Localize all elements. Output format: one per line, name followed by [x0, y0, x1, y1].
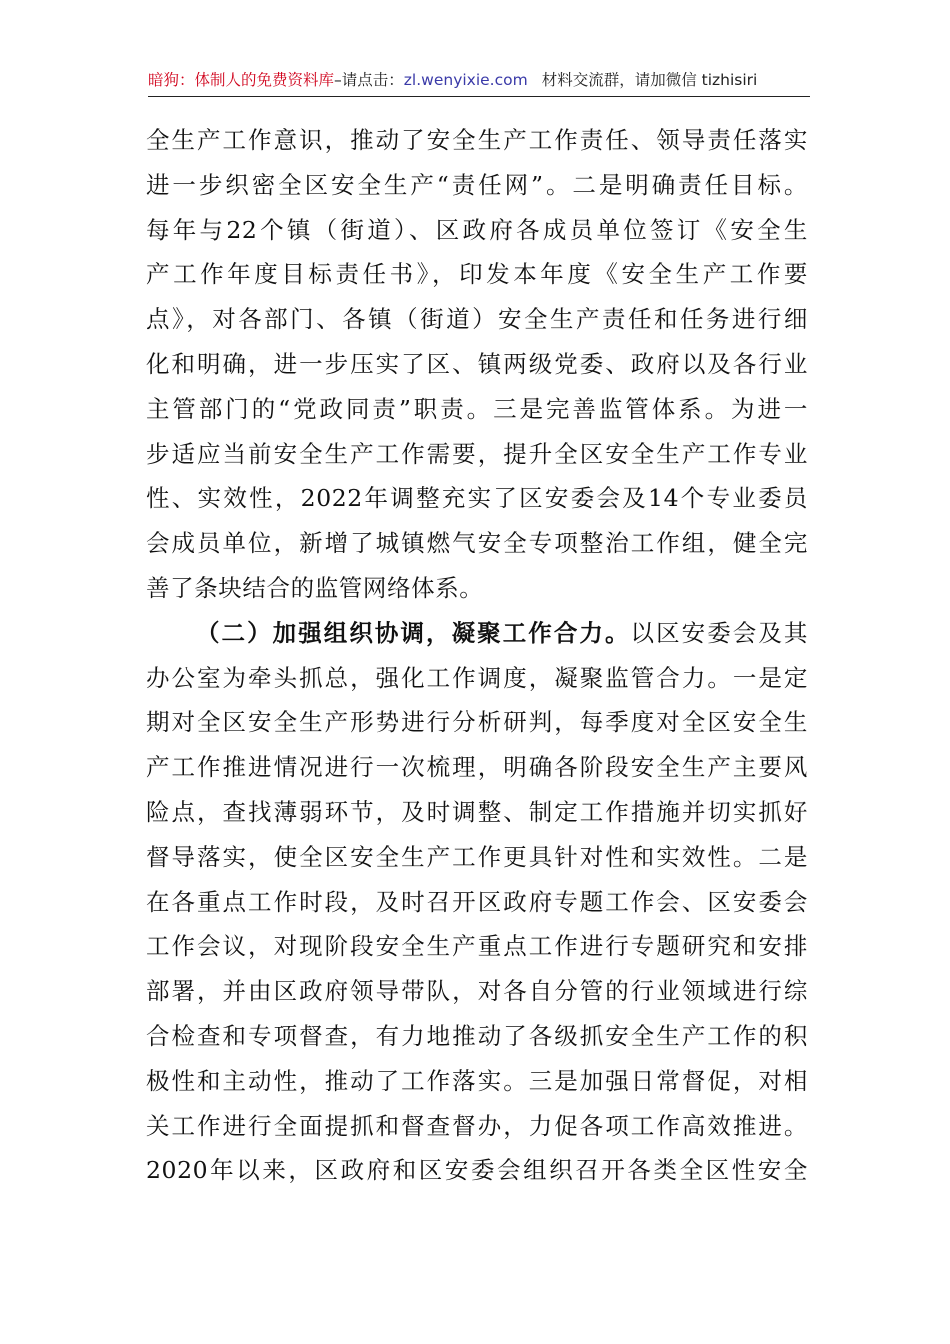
page-header [148, 66, 810, 97]
text-line: 极性和主动性，推动了工作落实。三是加强日常督促，对相 [146, 1066, 808, 1095]
text-line: 部署，并由区政府领导带队，对各自分管的行业领域进行综 [146, 977, 808, 1006]
text-line: 会成员单位，新增了城镇燃气安全专项整治工作组，健全完 [146, 529, 808, 558]
header-prompt: –请点击： [334, 71, 404, 89]
header-wechat-note: 材料交流群，请加微信 tizhisiri [541, 71, 758, 89]
text-line: 督导落实，使全区安全生产工作更具针对性和实效性。二是 [146, 842, 808, 871]
text-line: 主管部门的“党政同责”职责。三是完善监管体系。为进一 [146, 394, 808, 423]
text-line: 产工作年度目标责任书》，印发本年度《安全生产工作要 [146, 260, 808, 289]
text-line: 2020年以来，区政府和区安委会组织召开各类全区性安全 [146, 1156, 808, 1185]
text-line: 全生产工作意识，推动了安全生产工作责任、领导责任落实 [146, 126, 808, 154]
header-url-link[interactable]: zl.wenyixie.com [403, 71, 528, 89]
text-line: 期对全区安全生产形势进行分析研判，每季度对全区安全生 [146, 708, 808, 737]
text-line: 每年与22个镇（街道）、区政府各成员单位签订《安全生 [146, 215, 808, 244]
text-line: 工作会议，对现阶段安全生产重点工作进行专题研究和安排 [146, 932, 808, 961]
text-line: 点》，对各部门、各镇（街道）安全生产责任和任务进行细 [146, 305, 808, 334]
section-heading-continuation: 以区安委会及其 [630, 618, 808, 647]
text-line: 步适应当前安全生产工作需要，提升全区安全生产工作专业 [146, 439, 808, 468]
header-brand-link[interactable]: 暗狗：体制人的免费资料库 [148, 71, 335, 89]
text-line: 进一步织密全区安全生产“责任网”。二是明确责任目标。 [146, 170, 808, 199]
text-line: 化和明确，进一步压实了区、镇两级党委、政府以及各行业 [146, 349, 808, 378]
section-heading: （二）加强组织协调，凝聚工作合力。 [196, 618, 631, 647]
text-line: 在各重点工作时段，及时召开区政府专题工作会、区安委会 [146, 887, 808, 916]
text-line: 合检查和专项督查，有力地推动了各级抓安全生产工作的积 [146, 1021, 808, 1050]
text-line: 性、实效性，2022年调整充实了区安委会及14个专业委员 [146, 484, 808, 513]
text-line: 关工作进行全面提抓和督查督办，力促各项工作高效推进。 [146, 1111, 808, 1140]
text-line: 善了条块结合的监管网络体系。 [146, 573, 484, 602]
text-line: 办公室为牵头抓总，强化工作调度，凝聚监管合力。一是定 [146, 663, 808, 692]
text-line: 险点，查找薄弱环节，及时调整、制定工作措施并切实抓好 [146, 797, 808, 826]
section-heading-line [146, 611, 808, 656]
text-line: 产工作推进情况进行一次梳理，明确各阶段安全生产主要风 [146, 753, 808, 782]
document-body [146, 118, 808, 1193]
